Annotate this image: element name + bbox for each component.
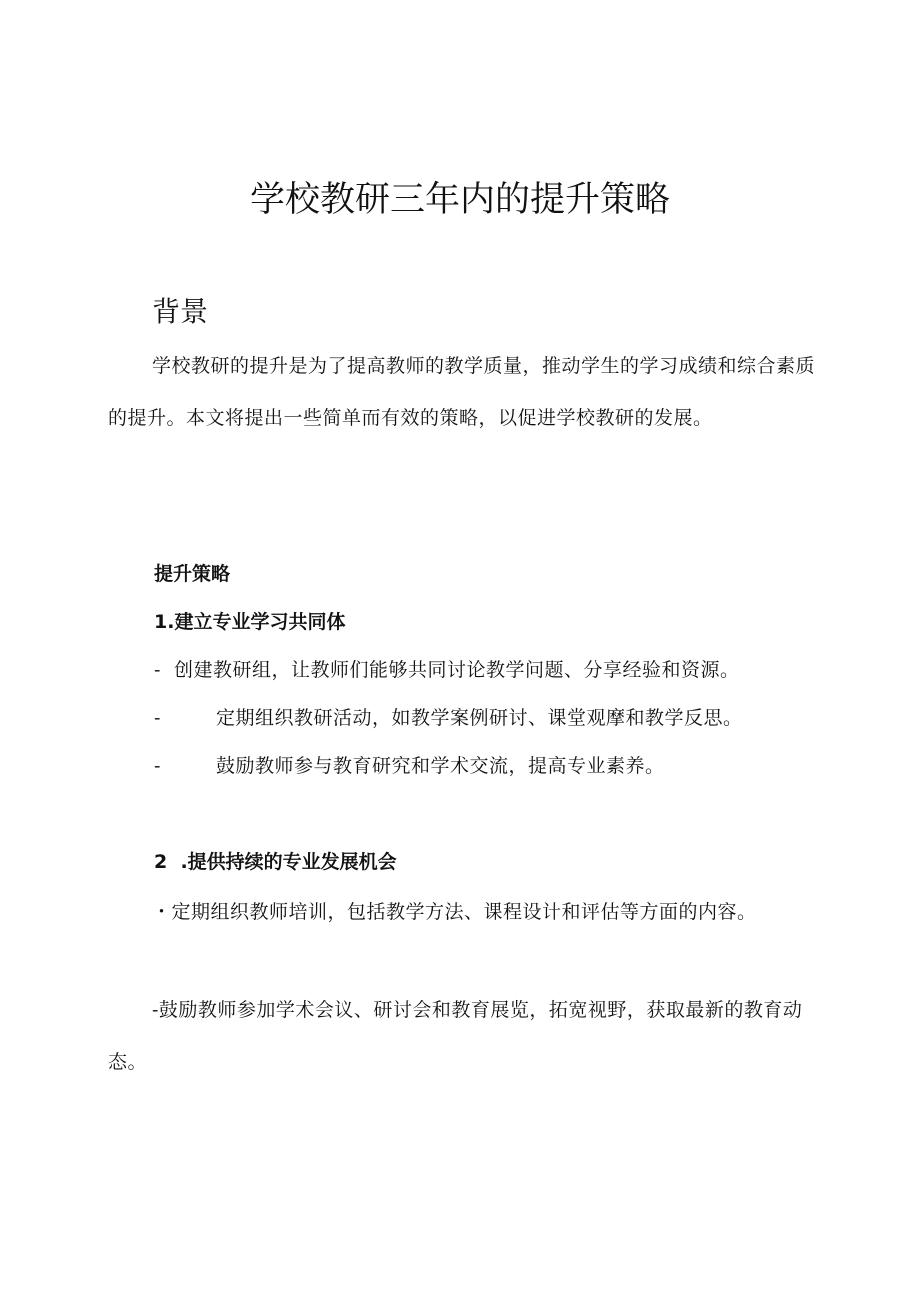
section1-item-1: [154, 655, 740, 685]
page-title: 学校教研三年内的提升策略: [249, 180, 670, 220]
section1-item-2: [154, 703, 743, 733]
background-paragraph: 学校教研的提升是为了提高教师的教学质量，推动学生的学习成绩和综合素质的提升。本文将提出一些简单而有效的策略，以促进学校教研的发展。: [108, 355, 816, 429]
list-dash: -: [154, 659, 161, 681]
list-dash: -: [154, 707, 161, 729]
section1-heading: 1.建立专业学习共同体: [154, 611, 346, 633]
list-item-text: 定期组织教研活动，如教学案例研讨、课堂观摩和教学反思。: [216, 707, 743, 729]
list-dash: -: [154, 755, 161, 777]
background-heading: 背景: [152, 295, 209, 328]
section2-item-2: -鼓励教师参加学术会议、研讨会和教育展览，拓宽视野，获取最新的教育动态。: [108, 999, 803, 1073]
list-item-text: 鼓励教师参与教育研究和学术交流，提高专业素养。: [216, 755, 665, 777]
section2-heading: 2 .提供持续的专业发展机会: [154, 851, 397, 873]
section2-item-1: ・定期组织教师培训，包括教学方法、课程设计和评估等方面的内容。: [152, 901, 757, 923]
list-item-text: 创建教研组，让教师们能够共同讨论教学问题、分享经验和资源。: [174, 659, 740, 681]
strategies-heading: 提升策略: [154, 563, 231, 585]
section1-item-3: [154, 751, 665, 781]
